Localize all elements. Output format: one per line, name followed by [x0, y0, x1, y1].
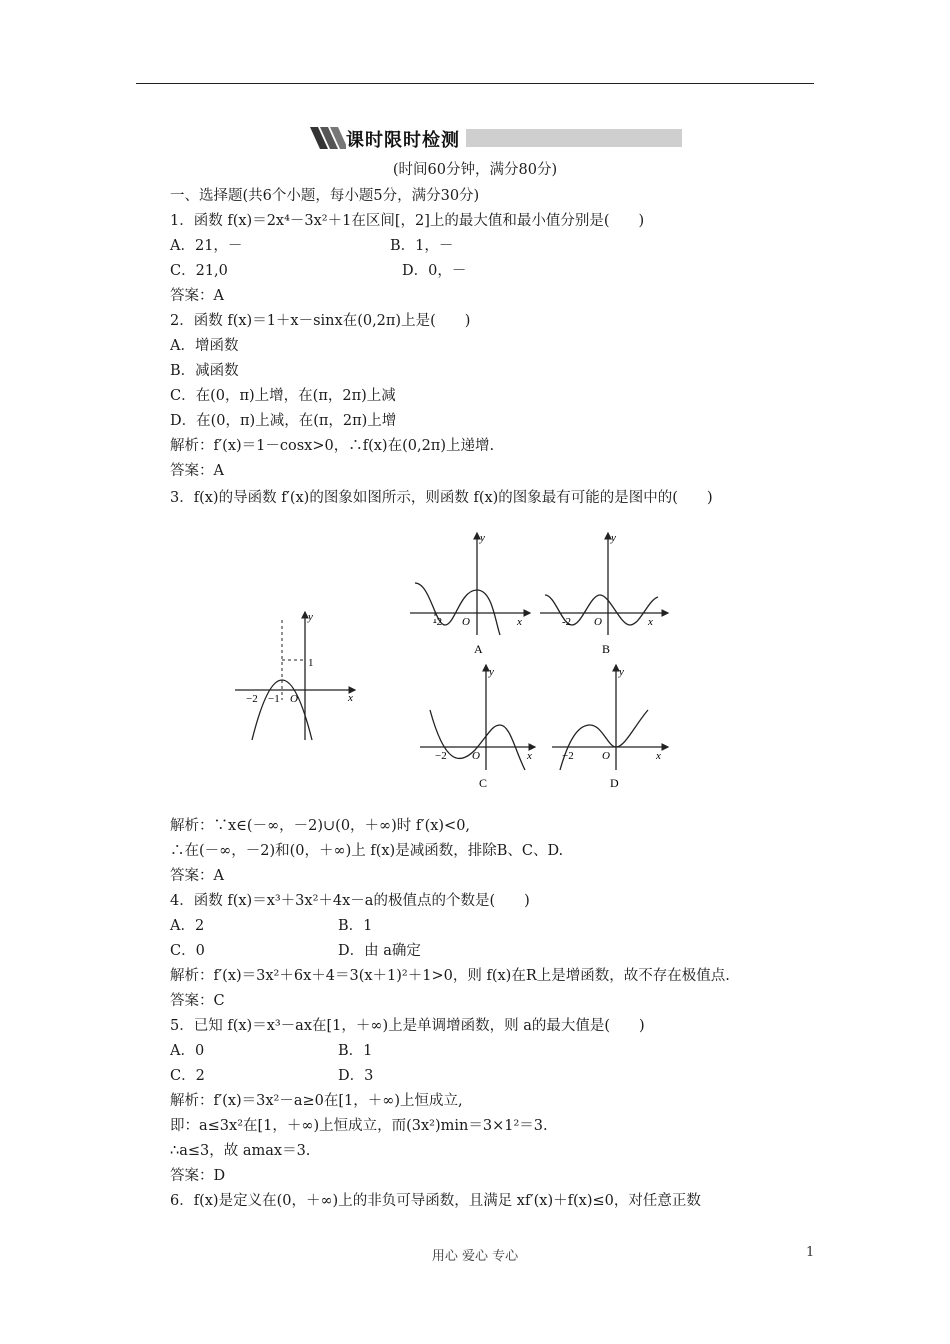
fig-left-m2: −2: [246, 693, 258, 705]
q5-stem: 5．已知 f(x)＝x³－ax在[1，＋∞)上是单调增函数，则 a的最大值是( ): [170, 1018, 645, 1034]
page-number: 1: [806, 1245, 815, 1260]
q5-option-c: C．2: [170, 1068, 205, 1084]
q2-option-b: B．减函数: [170, 363, 239, 379]
fig-b-o: O: [594, 616, 602, 628]
fig-d-o: O: [602, 750, 610, 762]
q6-stem: 6．f(x)是定义在(0，＋∞)上的非负可导函数，且满足 xf′(x)＋f(x)≤0，对任意正数: [170, 1193, 701, 1209]
header-rule: [136, 83, 814, 84]
q1-stem: 1．函数 f(x)＝2x⁴－3x²＋1在区间[，2]上的最大值和最小值分别是( ): [170, 213, 645, 229]
q4-option-d: D．由 a确定: [338, 943, 421, 959]
section-banner: [306, 125, 682, 151]
q5-option-d: D．3: [338, 1068, 374, 1084]
fig-left-y: y: [308, 611, 313, 623]
fig-b-y: y: [611, 532, 616, 544]
q4-option-a: A．2: [170, 918, 205, 934]
fig-a-x: x: [517, 616, 522, 628]
footer-motto: 用心 爱心 专心: [431, 1249, 519, 1264]
q1-option-a: A．21，－: [170, 238, 243, 254]
fig-left-o: O: [290, 693, 298, 705]
q4-option-b: B．1: [338, 918, 373, 934]
fig-c-o: O: [472, 750, 480, 762]
fig-b-x: x: [648, 616, 653, 628]
fig-c-x: x: [527, 750, 532, 762]
q2-option-a: A．增函数: [170, 338, 239, 354]
q2-analysis: 解析：f′(x)＝1－cosx>0，∴f(x)在(0,2π)上递增.: [170, 438, 495, 454]
fig-d-y: y: [619, 666, 624, 678]
q2-stem: 2．函数 f(x)＝1＋x－sinx在(0,2π)上是( ): [170, 313, 471, 329]
q3-analysis-1: 解析：∵x∈(－∞，－2)∪(0，＋∞)时 f′(x)<0,: [170, 818, 471, 834]
q1-option-d: D．0，－: [402, 263, 467, 279]
q5-analysis-3: ∴a≤3，故 amax＝3.: [170, 1143, 311, 1159]
q4-answer: 答案：C: [170, 993, 225, 1009]
q1-option-b: B．1，－: [390, 238, 454, 254]
fig-c-y: y: [489, 666, 494, 678]
fig-d-x: x: [656, 750, 661, 762]
q4-option-c: C．0: [170, 943, 205, 959]
banner-title: 课时限时检测: [346, 126, 466, 152]
q4-analysis: 解析：f′(x)＝3x²＋6x＋4＝3(x＋1)²＋1>0，则 f(x)在R上是增函数，故不存在极值点.: [170, 968, 730, 984]
q3-answer: 答案：A: [170, 868, 224, 884]
q5-option-b: B．1: [338, 1043, 373, 1059]
time-note: (时间60分钟，满分80分): [392, 162, 558, 178]
section-heading: 一、选择题(共6个小题，每小题5分，满分30分): [170, 188, 480, 204]
fig-c-m2: −2: [435, 750, 447, 762]
fig-d-label: D: [610, 776, 619, 790]
fig-a-o: O: [462, 616, 470, 628]
fig-b-m2: -2: [562, 616, 572, 628]
fig-a-label: A: [474, 642, 483, 656]
fig-a-m2: -2: [433, 616, 443, 628]
q5-answer: 答案：D: [170, 1168, 226, 1184]
banner-slash-icon: [306, 125, 350, 151]
fig-left-x: x: [348, 692, 353, 704]
fig-b-label: B: [602, 642, 611, 656]
q3-figures: [230, 525, 680, 795]
fig-c-label: C: [479, 776, 488, 790]
q1-answer: 答案：A: [170, 288, 224, 304]
fig-left-m1: −1: [268, 693, 280, 705]
fig-a-y: y: [480, 532, 485, 544]
q4-stem: 4．函数 f(x)＝x³＋3x²＋4x－a的极值点的个数是( ): [170, 893, 530, 909]
q2-option-d: D．在(0，π)上减，在(π，2π)上增: [170, 413, 397, 429]
graph-a: [410, 533, 530, 635]
q3-analysis-2: ∴在(－∞，－2)和(0，＋∞)上 f(x)是减函数，排除B、C、D.: [170, 843, 564, 859]
fig-left-one: 1: [308, 657, 314, 669]
q5-analysis-2: 即：a≤3x²在[1，＋∞)上恒成立，而(3x²)min＝3×1²＝3.: [170, 1118, 548, 1134]
q2-answer: 答案：A: [170, 463, 224, 479]
banner-bar: [434, 129, 682, 147]
q2-option-c: C．在(0，π)上增，在(π，2π)上减: [170, 388, 396, 404]
derivative-graph: [235, 612, 355, 740]
q3-figure-svg: [230, 525, 680, 795]
q3-stem: 3．f(x)的导函数 f′(x)的图象如图所示，则函数 f(x)的图象最有可能的是图中的( ): [170, 490, 713, 506]
q1-option-c: C．21,0: [170, 263, 228, 279]
fig-d-m2: −2: [562, 750, 574, 762]
q5-analysis-1: 解析：f′(x)＝3x²－a≥0在[1，＋∞)上恒成立,: [170, 1093, 463, 1109]
q5-option-a: A．0: [170, 1043, 205, 1059]
